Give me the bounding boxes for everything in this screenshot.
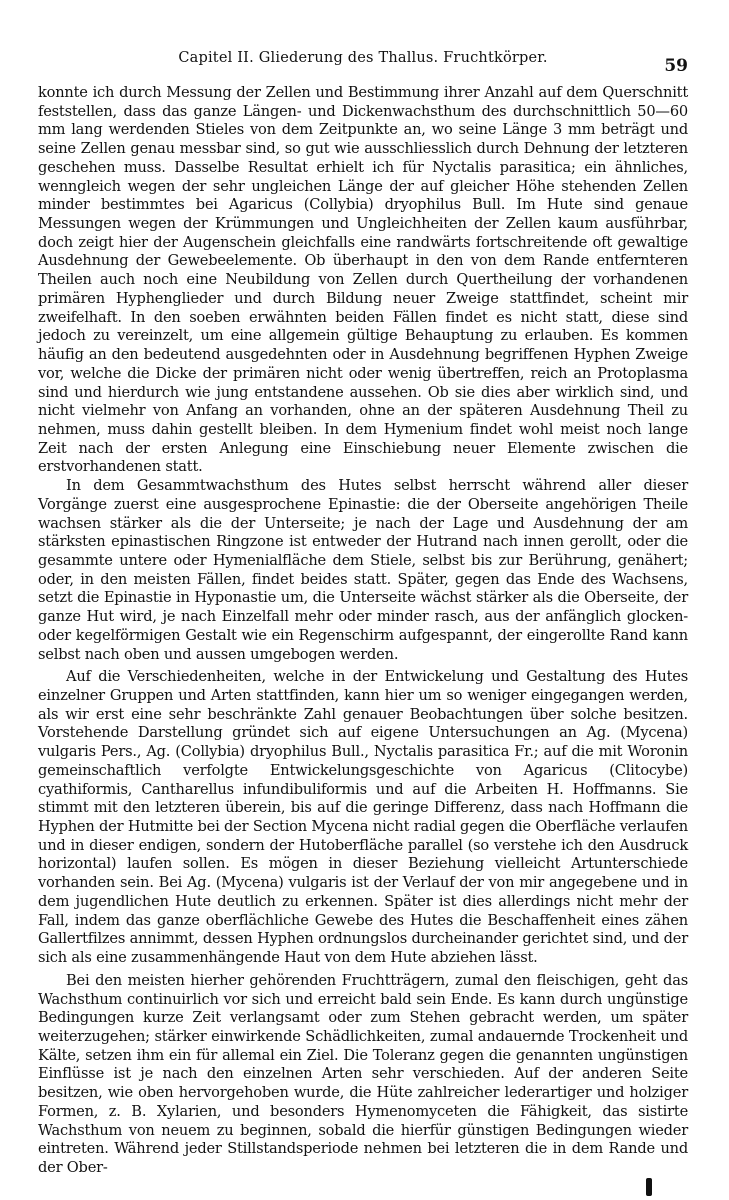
- paragraph: konnte ich durch Messung der Zellen und Bestimmung ihrer Anzahl auf dem Querschnitt feststellen, dass das ganze Längen- und Dickenwachsthum des durchschnittlich 50—60 mm lang werdenden Stieles von dem Zeitpunkte an, wo seine Länge 3 mm beträgt und seine Zellen genau messbar sind, so gut wie ausschliesslich durch Dehnung der letzteren geschehen muss. Dasselbe Resultat erhielt ich für Nyctalis parasitica; ein ähnliches, wenngleich wegen der sehr ungleichen Länge der auf gleicher Höhe stehenden Zellen minder bestimmtes bei Agaricus (Collybia) dryophilus Bull. Im Hute sind genaue Messungen wegen der Krümmungen und Ungleichheiten der Zellen kaum ausführbar, doch zeigt hier der Augenschein gleichfalls eine randwärts fortschreitende oft gewaltige Ausdehnung der Gewebeelemente. Ob überhaupt in den von dem Rande entfernteren Theilen auch noch eine Neubildung von Zellen durch Quertheilung der vorhandenen primären Hyphenglieder und durch Bildung neuer Zweige stattfindet, scheint mir zweifelhaft. In den soeben erwähnten beiden Fällen findet es nicht statt, diese sind jedoch zu vereinzelt, um eine allgemein gültige Behauptung zu erlauben. Es kommen häufig an den bedeutend ausgedehnten oder in Ausdehnung begriffenen Hyphen Zweige vor, welche die Dicke der primären nicht oder wenig übertreffen, reich an Protoplasma sind und hierdurch wie jung entstandene aussehen. Ob sie dies aber wirklich sind, und nicht vielmehr von Anfang an vorhanden, ohne an der späteren Ausdehnung Theil zu nehmen, muss dahin gestellt bleiben. In dem Hymenium findet wohl meist noch lange Zeit nach der ersten Anlegung eine Einschiebung neuer Elemente zwischen die erstvorhandenen statt.: [38, 84, 688, 476]
- page-header: [38, 50, 688, 78]
- paragraph: Auf die Verschiedenheiten, welche in der Entwickelung und Gestaltung des Hutes einzelner Gruppen und Arten stattfinden, kann hier um so weniger eingegangen werden, als wir erst eine sehr beschränkte Zahl genauer Beobachtungen über solche besitzen. Vorstehende Darstellung gründet sich auf eigene Untersuchungen an Ag. (Mycena) vulgaris Pers., Ag. (Collybia) dryophilus Bull., Nyctalis parasitica Fr.; auf die mit Woronin gemeinschaftlich verfolgte Entwickelungsgeschichte von Agaricus (Clitocybe) cyathiformis, Cantharellus infundibuliformis und auf die Arbeiten H. Hoffmanns. Sie stimmt mit den letzteren überein, bis auf die geringe Differenz, dass nach Hoffmann die Hyphen der Hutmitte bei der Section Mycena nicht radial gegen die Oberfläche verlaufen und in dieser endigen, sondern der Hutoberfläche parallel (so verstehe ich den Ausdruck horizontal) laufen sollen. Es mögen in dieser Beziehung vielleicht Artunterschiede vorhanden sein. Bei Ag. (Mycena) vulgaris ist der Verlauf der von mir angegebene und in dem jugendlichen Hute deutlich zu erkennen. Später ist dies allerdings nicht mehr der Fall, indem das ganze oberflächliche Gewebe des Hutes die Beschaffenheit eines zähen Gallertfilzes annimmt, dessen Hyphen ordnungslos durcheinander gerichtet sind, und der sich als eine zusammenhängende Haut von dem Hute abziehen lässt.: [38, 668, 688, 967]
- body-text: [38, 84, 688, 1178]
- scan-artifact-mark: [646, 1178, 652, 1196]
- page-number: 59: [664, 56, 688, 76]
- paragraph: Bei den meisten hierher gehörenden Fruchtträgern, zumal den fleischigen, geht das Wachsthum continuirlich vor sich und erreicht bald sein Ende. Es kann durch ungünstige Bedingungen kurze Zeit verlangsamt oder zum Stehen gebracht werden, um später weiterzugehen; stärker einwirkende Schädlichkeiten, zumal andauernde Trockenheit und Kälte, setzen ihm ein für allemal ein Ziel. Die Toleranz gegen die genannten ungünstigen Einflüsse ist je nach den einzelnen Arten sehr verschieden. Auf der anderen Seite besitzen, wie oben hervorgehoben wurde, die Hüte zahlreicher lederartiger und holziger Formen, z. B. Xylarien, und besonders Hymenomyceten die Fähigkeit, das sistirte Wachsthum von neuem zu beginnen, sobald die hierfür günstigen Bedingungen wieder eintreten. Während jeder Stillstandsperiode nehmen bei letzteren die in dem Rande und der Ober-: [38, 971, 688, 1176]
- paragraph: In dem Gesammtwachsthum des Hutes selbst herrscht während aller dieser Vorgänge zuerst eine ausgesprochene Epinastie: die der Oberseite angehörigen Theile wachsen stärker als die der Unterseite; je nach der Lage und Ausdehnung der am stärksten epinastischen Ringzone ist entweder der Hutrand nach innen gerollt, oder die gesammte untere oder Hymenialfläche dem Stiele, selbst bis zur Berührung, genähert; oder, in den meisten Fällen, findet beides statt. Später, gegen das Ende des Wachsens, setzt die Epinastie in Hyponastie um, die Unterseite wächst stärker als die Oberseite, der ganze Hut wird, je nach Einzelfall mehr oder minder rasch, aus der anfänglich glocken- oder kegelförmigen Gestalt wie ein Regenschirm aufgespannt, der eingerollte Rand kann selbst nach oben und aussen umgebogen werden.: [38, 477, 688, 663]
- running-head: Capitel II. Gliederung des Thallus. Fruchtkörper.: [178, 50, 548, 66]
